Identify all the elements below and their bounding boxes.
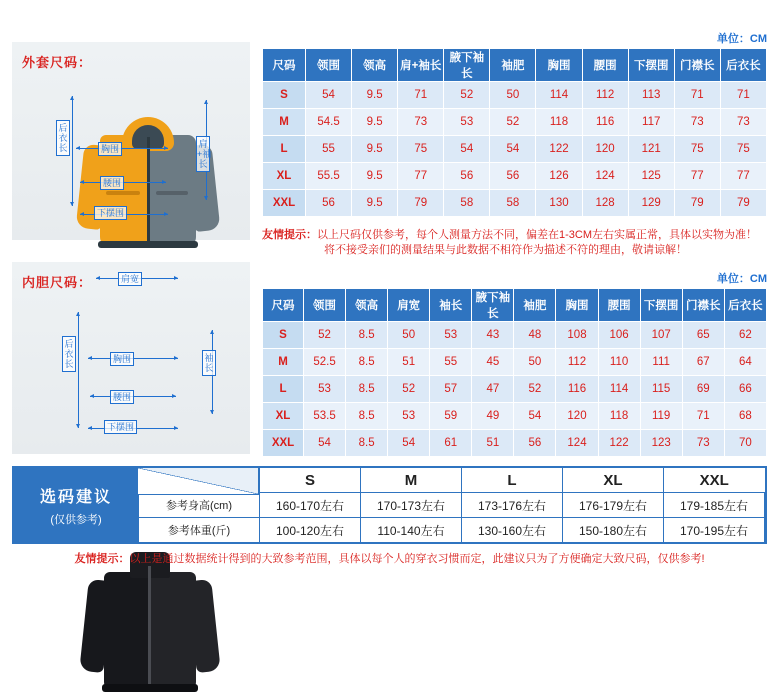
unit-label-inner: 单位：CM xyxy=(716,273,767,285)
cell-value: 71 xyxy=(720,82,766,109)
inner-section-label: 内胆尺码： xyxy=(22,275,93,290)
cell-value: 130 xyxy=(536,190,582,217)
cell-size: L xyxy=(263,136,306,163)
cell-value: 55 xyxy=(306,136,352,163)
cell-value: 57 xyxy=(430,376,472,403)
rec-cell: 176-179左右 xyxy=(563,493,664,518)
table-row xyxy=(263,430,767,457)
inner-size-table xyxy=(262,288,767,457)
cell-value: 118 xyxy=(536,109,582,136)
col-header-3: 肩宽 xyxy=(388,289,430,322)
col-header-7: 胸围 xyxy=(556,289,598,322)
outer-jacket-image xyxy=(12,42,250,240)
cell-value: 79 xyxy=(398,190,444,217)
rec-row-label: 参考身高(cm) xyxy=(139,493,260,518)
cell-value: 49 xyxy=(472,403,514,430)
outer-chest-label: 胸围 xyxy=(98,142,122,156)
cell-value: 51 xyxy=(472,430,514,457)
cell-value: 119 xyxy=(640,403,682,430)
cell-value: 53 xyxy=(388,403,430,430)
cell-value: 68 xyxy=(724,403,766,430)
table-row xyxy=(263,163,767,190)
cell-value: 52 xyxy=(514,376,556,403)
col-header-size: 尺码 xyxy=(263,289,304,322)
cell-value: 51 xyxy=(388,349,430,376)
rec-row xyxy=(139,493,765,518)
cell-value: 126 xyxy=(536,163,582,190)
cell-value: 64 xyxy=(724,349,766,376)
cell-value: 79 xyxy=(674,190,720,217)
cell-value: 58 xyxy=(490,190,536,217)
table-row xyxy=(263,136,767,163)
rec-cell: 173-176左右 xyxy=(462,493,563,518)
rec-size-header: S xyxy=(260,468,361,493)
cell-value: 117 xyxy=(628,109,674,136)
cell-value: 73 xyxy=(682,430,724,457)
recommendation-corner-cell xyxy=(138,468,259,495)
cell-value: 124 xyxy=(556,430,598,457)
inner-back-length-arrow xyxy=(78,312,79,428)
note-line-1: 以上尺码仅供参考，每个人测量方法不同，偏差在1-3CM左右实属正常，具体以实物为准！ xyxy=(317,229,758,241)
cell-value: 73 xyxy=(398,109,444,136)
cell-value: 75 xyxy=(720,136,766,163)
jacket-pocket-left xyxy=(106,191,140,195)
cell-value: 114 xyxy=(536,82,582,109)
cell-value: 116 xyxy=(556,376,598,403)
recommendation-note xyxy=(12,550,767,566)
cell-value: 129 xyxy=(628,190,674,217)
cell-value: 56 xyxy=(490,163,536,190)
cell-value: 8.5 xyxy=(346,403,388,430)
cell-value: 54 xyxy=(444,136,490,163)
inner-sleeve-length-label: 袖长 xyxy=(202,350,216,376)
inner-back-length-label: 后衣长 xyxy=(62,336,76,372)
inner-shoulder-width-label: 肩宽 xyxy=(118,272,142,286)
cell-value: 122 xyxy=(536,136,582,163)
cell-value: 128 xyxy=(582,190,628,217)
cell-value: 9.5 xyxy=(352,136,398,163)
cell-value: 54 xyxy=(306,82,352,109)
col-header-5: 腋下袖长 xyxy=(472,289,514,322)
cell-value: 52.5 xyxy=(304,349,346,376)
cell-value: 124 xyxy=(582,163,628,190)
rec-cell: 170-173左右 xyxy=(361,493,462,518)
cell-size: L xyxy=(263,376,304,403)
jacket-zipper xyxy=(147,137,150,247)
cell-value: 54 xyxy=(304,430,346,457)
recommendation-title-line1: 选码建议 xyxy=(39,488,112,506)
cell-size: M xyxy=(263,109,306,136)
cell-value: 71 xyxy=(398,82,444,109)
inner-waist-label: 腰围 xyxy=(110,390,134,404)
cell-value: 59 xyxy=(430,403,472,430)
table-row xyxy=(263,403,767,430)
cell-value: 118 xyxy=(598,403,640,430)
col-header-9: 下摆围 xyxy=(640,289,682,322)
inner-hem-label: 下摆围 xyxy=(104,420,137,434)
col-header-5: 袖肥 xyxy=(490,49,536,82)
cell-value: 50 xyxy=(490,82,536,109)
cell-value: 69 xyxy=(682,376,724,403)
cell-value: 8.5 xyxy=(346,322,388,349)
cell-value: 120 xyxy=(582,136,628,163)
cell-value: 75 xyxy=(674,136,720,163)
cell-value: 123 xyxy=(640,430,682,457)
rec-cell: 130-160左右 xyxy=(462,518,563,543)
liner-zipper xyxy=(148,566,151,690)
cell-value: 73 xyxy=(720,109,766,136)
jacket-pocket-right xyxy=(156,191,188,195)
col-header-10: 后衣长 xyxy=(720,49,766,82)
cell-value: 52 xyxy=(388,376,430,403)
cell-value: 121 xyxy=(628,136,674,163)
col-header-4: 腋下袖长 xyxy=(444,49,490,82)
cell-value: 52 xyxy=(304,322,346,349)
col-header-4: 袖长 xyxy=(430,289,472,322)
rec-cell: 170-195左右 xyxy=(664,518,765,543)
cell-value: 9.5 xyxy=(352,109,398,136)
col-header-10: 门襟长 xyxy=(682,289,724,322)
cell-value: 52 xyxy=(444,82,490,109)
cell-value: 112 xyxy=(582,82,628,109)
cell-value: 54 xyxy=(514,403,556,430)
outer-section-label: 外套尺码： xyxy=(22,55,93,70)
outer-waist-label: 腰围 xyxy=(100,176,124,190)
cell-value: 50 xyxy=(388,322,430,349)
outer-back-length-arrow xyxy=(72,96,73,206)
cell-value: 56 xyxy=(514,430,556,457)
col-header-9: 门襟长 xyxy=(674,49,720,82)
note-lead: 友情提示： xyxy=(74,553,130,565)
col-header-8: 腰围 xyxy=(598,289,640,322)
cell-size: M xyxy=(263,349,304,376)
table-row xyxy=(263,349,767,376)
table-row xyxy=(263,322,767,349)
cell-value: 54 xyxy=(388,430,430,457)
cell-value: 108 xyxy=(556,322,598,349)
table-header-row xyxy=(263,49,767,82)
table-row xyxy=(263,190,767,217)
cell-value: 114 xyxy=(598,376,640,403)
cell-size: S xyxy=(263,82,306,109)
cell-value: 52 xyxy=(490,109,536,136)
recommendation-title xyxy=(14,468,138,542)
cell-value: 71 xyxy=(682,403,724,430)
cell-value: 58 xyxy=(444,190,490,217)
cell-value: 107 xyxy=(640,322,682,349)
cell-value: 110 xyxy=(598,349,640,376)
cell-value: 62 xyxy=(724,322,766,349)
table-row xyxy=(263,376,767,403)
cell-value: 48 xyxy=(514,322,556,349)
unit-label-outer: 单位：CM xyxy=(716,33,767,45)
col-header-3: 肩+袖长 xyxy=(398,49,444,82)
col-header-1: 领围 xyxy=(304,289,346,322)
cell-value: 53 xyxy=(444,109,490,136)
outer-table-note xyxy=(262,228,767,258)
cell-value: 8.5 xyxy=(346,430,388,457)
liner-hem xyxy=(102,684,198,692)
col-header-1: 领围 xyxy=(306,49,352,82)
inner-liner-drawing xyxy=(104,552,196,692)
cell-value: 8.5 xyxy=(346,376,388,403)
rec-cell: 160-170左右 xyxy=(260,493,361,518)
cell-value: 79 xyxy=(720,190,766,217)
outer-back-length-label: 后衣长 xyxy=(56,120,70,156)
cell-value: 125 xyxy=(628,163,674,190)
cell-value: 53 xyxy=(430,322,472,349)
note-text: 以上是通过数据统计得到的大致参考范围，具体以每个人的穿衣习惯而定，此建议只为了方便确定大致尺码，仅供参考! xyxy=(129,553,705,565)
cell-value: 50 xyxy=(514,349,556,376)
cell-value: 73 xyxy=(674,109,720,136)
table-row xyxy=(263,82,767,109)
cell-value: 112 xyxy=(556,349,598,376)
cell-value: 54 xyxy=(490,136,536,163)
cell-value: 66 xyxy=(724,376,766,403)
cell-size: S xyxy=(263,322,304,349)
rec-cell: 150-180左右 xyxy=(563,518,664,543)
cell-size: XXL xyxy=(263,430,304,457)
cell-value: 111 xyxy=(640,349,682,376)
cell-value: 122 xyxy=(598,430,640,457)
cell-value: 77 xyxy=(720,163,766,190)
cell-value: 55.5 xyxy=(306,163,352,190)
cell-value: 113 xyxy=(628,82,674,109)
outer-shoulder-sleeve-label: 肩+袖长 xyxy=(196,136,210,172)
col-header-6: 袖肥 xyxy=(514,289,556,322)
rec-cell: 179-185左右 xyxy=(664,493,765,518)
cell-value: 77 xyxy=(398,163,444,190)
rec-size-header: L xyxy=(462,468,563,493)
col-header-8: 下摆围 xyxy=(628,49,674,82)
liner-right-panel xyxy=(150,572,196,692)
cell-value: 53 xyxy=(304,376,346,403)
rec-size-header: XL xyxy=(563,468,664,493)
size-recommendation-panel xyxy=(12,466,767,544)
cell-value: 70 xyxy=(724,430,766,457)
note-lead: 友情提示： xyxy=(262,229,317,241)
cell-value: 53.5 xyxy=(304,403,346,430)
rec-size-header: M xyxy=(361,468,462,493)
col-header-2: 领高 xyxy=(346,289,388,322)
cell-value: 106 xyxy=(598,322,640,349)
cell-value: 71 xyxy=(674,82,720,109)
cell-value: 9.5 xyxy=(352,190,398,217)
jacket-hem xyxy=(98,241,198,248)
cell-value: 120 xyxy=(556,403,598,430)
note-line-2: 将不接受亲们的测量结果与此数据不相符作为描述不符的理由，敬请谅解！ xyxy=(324,244,687,256)
cell-size: XXL xyxy=(263,190,306,217)
cell-value: 61 xyxy=(430,430,472,457)
cell-value: 54.5 xyxy=(306,109,352,136)
cell-value: 56 xyxy=(444,163,490,190)
cell-value: 115 xyxy=(640,376,682,403)
rec-cell: 100-120左右 xyxy=(260,518,361,543)
liner-left-panel xyxy=(104,572,150,692)
cell-value: 9.5 xyxy=(352,82,398,109)
rec-row-label: 参考体重(斤) xyxy=(139,518,260,543)
cell-value: 116 xyxy=(582,109,628,136)
table-header-row xyxy=(263,289,767,322)
cell-value: 55 xyxy=(430,349,472,376)
cell-value: 56 xyxy=(306,190,352,217)
rec-size-header: XXL xyxy=(664,468,765,493)
col-header-6: 胸围 xyxy=(536,49,582,82)
cell-size: XL xyxy=(263,403,304,430)
cell-value: 77 xyxy=(674,163,720,190)
cell-value: 75 xyxy=(398,136,444,163)
rec-cell: 110-140左右 xyxy=(361,518,462,543)
cell-value: 65 xyxy=(682,322,724,349)
col-header-11: 后衣长 xyxy=(724,289,766,322)
inner-chest-label: 胸围 xyxy=(110,352,134,366)
cell-size: XL xyxy=(263,163,306,190)
cell-value: 8.5 xyxy=(346,349,388,376)
outer-hem-label: 下摆围 xyxy=(94,206,127,220)
col-header-size: 尺码 xyxy=(263,49,306,82)
cell-value: 9.5 xyxy=(352,163,398,190)
rec-row xyxy=(139,518,765,543)
col-header-2: 领高 xyxy=(352,49,398,82)
cell-value: 67 xyxy=(682,349,724,376)
recommendation-title-line2: (仅供参考) xyxy=(50,513,102,526)
cell-value: 43 xyxy=(472,322,514,349)
cell-value: 45 xyxy=(472,349,514,376)
table-row xyxy=(263,109,767,136)
col-header-7: 腰围 xyxy=(582,49,628,82)
cell-value: 47 xyxy=(472,376,514,403)
outer-size-table xyxy=(262,48,767,217)
